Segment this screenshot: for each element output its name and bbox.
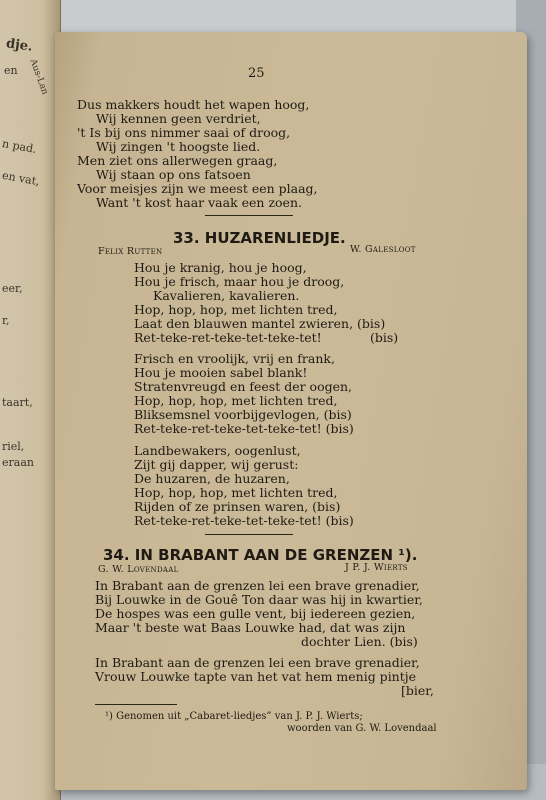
book-page xyxy=(55,32,527,790)
composer-credit: G. W. Lovendaal xyxy=(98,564,179,575)
verse-line: Laat den blauwen mantel zwieren, (bis) xyxy=(134,316,386,331)
verse-line: Hop, hop, hop, met lichten tred, xyxy=(134,485,338,500)
song-title: 33. HUZARENLIEDJE. xyxy=(173,229,346,247)
verse-line: [bier, xyxy=(401,683,434,698)
verse-line: In Brabant aan de grenzen lei een brave grenadier, xyxy=(95,655,420,670)
page-number: 25 xyxy=(248,66,265,81)
verse-line: Wij staan op ons fatsoen xyxy=(96,167,251,182)
verse-line: Stratenvreugd en feest der oogen, xyxy=(134,379,353,394)
verse-line: In Brabant aan de grenzen lei een brave grenadier, xyxy=(95,578,420,593)
verse-line: Maar 't beste wat Baas Louwke had, dat was zijn xyxy=(95,620,406,635)
left-fragment: Aus-Lan xyxy=(27,57,50,97)
repeat-mark: (bis) xyxy=(370,330,399,345)
verse-line: dochter Lien. (bis) xyxy=(301,634,418,649)
verse-line: Wij kennen geen verdriet, xyxy=(96,111,261,126)
verse-line: De huzaren, de huzaren, xyxy=(134,471,290,486)
verse-line: Voor meisjes zijn we meest een plaag, xyxy=(77,181,318,196)
verse-line: Rijden of ze prinsen waren, (bis) xyxy=(134,499,341,514)
verse-line: Hou je kranig, hou je hoog, xyxy=(134,260,307,275)
composer-credit: Felix Rutten xyxy=(98,246,163,257)
song-title: 34. IN BRABANT AAN DE GRENZEN ¹). xyxy=(103,546,418,564)
verse-line: Ret-teke-ret-teke-tet-teke-tet! (bis) xyxy=(134,513,354,528)
verse-line: Ret-teke-ret-teke-tet-teke-tet! (bis) xyxy=(134,421,354,436)
left-fragment: riel, xyxy=(2,440,25,453)
verse-line: Zijt gij dapper, wij gerust: xyxy=(134,457,299,472)
verse-line: Landbewakers, oogenlust, xyxy=(134,443,301,458)
left-fragment: r, xyxy=(2,314,10,327)
verse-line: Frisch en vroolijk, vrij en frank, xyxy=(134,351,335,366)
left-fragment: en xyxy=(4,64,18,77)
verse-line: Kavalieren, kavalieren. xyxy=(153,288,300,303)
section-divider xyxy=(205,215,293,216)
left-page xyxy=(0,0,61,800)
lyricist-credit: W. Galesloot xyxy=(350,244,416,255)
left-fragment: dje. xyxy=(5,36,34,55)
verse-line: 't Is bij ons nimmer saai of droog, xyxy=(77,125,291,140)
left-fragment: n pad. xyxy=(1,137,38,156)
footnote-divider xyxy=(95,704,177,705)
footnote-line: ¹) Genomen uit „Cabaret-liedjes” van J. P. J. Wierts; xyxy=(105,711,363,722)
footnote-line: woorden van G. W. Lovendaal xyxy=(287,723,437,734)
verse-line: Hop, hop, hop, met lichten tred, xyxy=(134,302,338,317)
verse-line: Hou je mooien sabel blank! xyxy=(134,365,308,380)
verse-line: Bliksemsnel voorbijgevlogen, (bis) xyxy=(134,407,352,422)
verse-line: Want 't kost haar vaak een zoen. xyxy=(96,195,302,210)
verse-line: Wij zingen 't hoogste lied. xyxy=(96,139,261,154)
verse-line: Hou je frisch, maar hou je droog, xyxy=(134,274,345,289)
left-fragment: eraan xyxy=(2,456,34,469)
verse-line: Dus makkers houdt het wapen hoog, xyxy=(77,97,310,112)
left-fragment: en vat, xyxy=(1,168,41,189)
verse-line: Ret-teke-ret-teke-tet-teke-tet! xyxy=(134,330,322,345)
left-fragment: eer, xyxy=(2,282,23,295)
verse-line: Bij Louwke in de Gouê Ton daar was hij in kwartier, xyxy=(95,592,423,607)
verse-line: Hop, hop, hop, met lichten tred, xyxy=(134,393,338,408)
verse-line: Men ziet ons allerwegen graag, xyxy=(77,153,278,168)
section-divider xyxy=(205,534,293,535)
verse-line: De hospes was een gulle vent, bij iedereen gezien, xyxy=(95,606,416,621)
verse-line: Vrouw Louwke tapte van het vat hem menig pintje xyxy=(95,669,417,684)
lyricist-credit: J P. J. Wierts xyxy=(345,562,408,573)
left-fragment: taart, xyxy=(2,396,33,409)
